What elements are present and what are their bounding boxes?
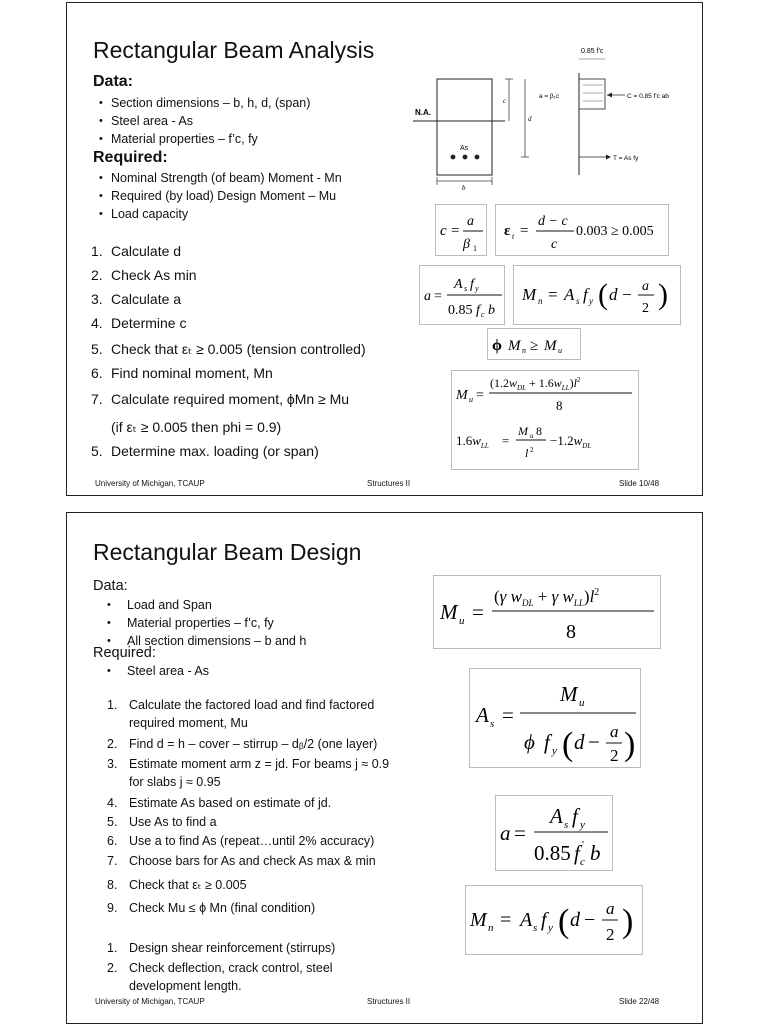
step-item: for slabs j ≈ 0.95: [129, 775, 221, 789]
svg-text:): ): [658, 278, 668, 311]
list-item: • Load and Span: [93, 596, 423, 614]
svg-text:d − c: d − c: [538, 214, 568, 229]
b-label: b: [462, 184, 466, 191]
svg-text:−1.2wDL: $-1.2w_{DL}$: [550, 433, 592, 450]
svg-text:A: A: [476, 703, 489, 727]
footer-course: Structures II: [367, 479, 411, 488]
formula-a: [419, 265, 505, 325]
slide-title: Rectangular Beam Design: [93, 539, 362, 565]
svg-text:f: f: [476, 303, 480, 318]
svg-text:y: y: [589, 296, 593, 306]
svg-text:t: t: [512, 232, 515, 241]
svg-text:(: (: [562, 726, 574, 763]
svg-text:c: c: [580, 856, 585, 868]
svg-text:1: 1: [473, 244, 477, 253]
svg-text:y: y: [475, 284, 479, 293]
list-item: • Steel area - As: [93, 662, 423, 680]
formula-mu-loading: [451, 370, 639, 470]
step-item: 2. Check deflection, crack control, steel: [107, 961, 333, 975]
step-item: 3. Estimate moment arm z = jd. For beams j ≈ 0.9: [107, 757, 390, 771]
step-item: 8. Check that εₜ ≥ 0.005: [107, 878, 247, 892]
svg-text:=: =: [472, 600, 484, 624]
svg-text:u: u: [459, 615, 465, 627]
step-item: 6. Use a to find As (repeat…until 2% accuracy): [107, 834, 375, 848]
list-item: • All section dimensions – b and h: [93, 632, 423, 650]
step-item: required moment, Mu: [129, 716, 248, 730]
required-list: [93, 662, 423, 680]
svg-text:u: u: [558, 346, 562, 355]
svg-text:−: −: [584, 909, 596, 931]
formula-mu-design: [433, 575, 661, 649]
svg-text:(γ wDL + γ wLL)l2: (γ $w_{DL} + \gamma$ $w_{LL})l^2$: [494, 587, 600, 608]
svg-text:=: =: [514, 821, 526, 845]
svg-text:M: M: [544, 338, 557, 354]
step-item: development length.: [129, 979, 242, 993]
step-item: 1. Calculate the factored load and find factored: [107, 698, 375, 712]
svg-text:ϕ: ϕ: [524, 730, 535, 754]
svg-text:a: a: [500, 821, 511, 845]
required-list: [93, 169, 423, 223]
step-item: 4. Determine c: [91, 315, 187, 331]
svg-text:l: l: [525, 446, 529, 460]
svg-text:A: A: [454, 277, 463, 292]
formula-c: [435, 204, 487, 256]
svg-text:=: =: [520, 223, 529, 239]
data-list: [93, 94, 423, 148]
svg-text:M: M: [440, 600, 458, 624]
step-item: 3. Calculate a: [91, 291, 182, 307]
fc-label: 0.85 f'c: [581, 48, 604, 55]
svg-text:n: n: [538, 296, 543, 306]
svg-text:a: a: [467, 214, 474, 229]
footer-university: University of Michigan, TCAUP: [95, 997, 205, 1006]
data-list: [93, 596, 423, 650]
c-label: c: [503, 97, 507, 105]
svg-text:s: s: [464, 284, 468, 293]
svg-text:d: d: [609, 285, 618, 304]
svg-text:u: u: [579, 697, 585, 709]
svg-text:(1.2wDL + 1.6wLL)l2: $(1.2w_{DL} + 1.6w_{LL})l^2$: [490, 376, 581, 392]
svg-text:−: −: [588, 730, 600, 754]
svg-text:M: M: [470, 909, 487, 931]
required-heading: Required:: [93, 645, 156, 661]
svg-text:f: f: [572, 804, 578, 828]
required-heading: Required:: [93, 149, 168, 166]
svg-text:=: =: [502, 433, 510, 448]
step-item: 9. Check Mu ≤ ϕ Mn (final condition): [107, 901, 316, 915]
step-item: 5. Check that εₜ ≥ 0.005 (tension controlled): [91, 341, 366, 357]
d-label: d: [528, 115, 532, 123]
svg-text:d: d: [570, 909, 580, 931]
svg-text:f: f: [544, 730, 550, 754]
svg-text:A: A: [520, 909, 533, 931]
svg-text:s: s: [490, 718, 495, 730]
svg-text:): ): [622, 903, 634, 940]
svg-text:0.003 ≥ 0.005: 0.003 ≥ 0.005: [576, 224, 654, 239]
svg-text:f: f: [541, 909, 547, 931]
svg-text:=: =: [502, 703, 514, 727]
svg-text:y: y: [548, 922, 553, 934]
svg-text:f: f: [470, 277, 474, 292]
step-item: 2. Check As min: [91, 267, 197, 283]
footer-slide-number: Slide 10/48: [619, 479, 660, 488]
svg-text:ε: ε: [504, 223, 511, 239]
as-label: As: [460, 145, 469, 152]
svg-text:n: n: [522, 346, 526, 355]
data-heading: Data:: [93, 73, 134, 90]
compression-label: C = 0.85 f'c ab: [627, 93, 669, 100]
svg-text:=: =: [476, 388, 484, 403]
step-item: 7. Choose bars for As and check As max & min: [107, 854, 376, 868]
svg-text:8: 8: [536, 424, 542, 438]
svg-text:s: s: [576, 296, 580, 306]
svg-text:1.6wLL: $1.6w_{LL}$: [456, 433, 489, 450]
svg-text:β: β: [463, 237, 470, 252]
footer-course: Structures II: [367, 997, 411, 1006]
svg-text:s: s: [564, 819, 569, 831]
svg-text:y: y: [552, 745, 557, 757]
svg-text:0.85: 0.85: [534, 841, 571, 865]
svg-text:M: M: [508, 338, 521, 354]
svg-text:8: 8: [566, 621, 576, 643]
svg-text:=: =: [451, 223, 460, 239]
svg-text:2: 2: [530, 446, 534, 454]
list-item: • Nominal Strength (of beam) Moment - Mn: [93, 169, 423, 187]
svg-text:a: a: [424, 289, 431, 304]
footer-slide-number: Slide 22/48: [619, 997, 660, 1006]
step-item: 1. Calculate d: [91, 243, 182, 259]
svg-text:2: 2: [642, 301, 649, 316]
svg-text:−: −: [622, 285, 632, 304]
svg-text:): ): [624, 726, 636, 763]
beam-section-diagram: [413, 39, 703, 191]
list-item: • Steel area - As: [93, 112, 423, 130]
data-heading: Data:: [93, 578, 128, 594]
svg-text:f: f: [574, 841, 580, 865]
step-item: 4. Estimate As based on estimate of jd.: [107, 796, 332, 810]
step-item: 6. Find nominal moment, Mn: [91, 365, 273, 381]
formula-a-design: [495, 795, 613, 871]
step-item: 5. Determine max. loading (or span): [91, 443, 319, 459]
svg-text:c: c: [440, 223, 447, 239]
svg-text:=: =: [434, 289, 442, 304]
slide-analysis: [66, 2, 703, 496]
tension-label: T = As fy: [613, 155, 639, 162]
svg-text:b: b: [590, 841, 601, 865]
svg-text:8: 8: [556, 398, 563, 413]
formula-as: [469, 668, 641, 768]
step-item: 5. Use As to find a: [107, 815, 217, 829]
svg-text:(: (: [598, 278, 608, 311]
step-item: (if εₜ ≥ 0.005 then phi = 0.9): [111, 419, 282, 435]
svg-text:A: A: [564, 285, 575, 304]
formula-mn-design: [465, 885, 643, 955]
svg-text:a: a: [610, 722, 619, 741]
svg-text:A: A: [550, 804, 563, 828]
svg-text:c: c: [481, 310, 485, 319]
formula-phi: [487, 328, 581, 360]
svg-text:a: a: [606, 899, 615, 918]
svg-text:0.85: 0.85: [448, 303, 473, 318]
svg-text:u: u: [530, 432, 534, 440]
na-label: N.A.: [415, 108, 431, 117]
svg-text:f: f: [583, 285, 588, 304]
formula-mn: [513, 265, 681, 325]
svg-text:c: c: [551, 237, 558, 252]
svg-text:2: 2: [610, 746, 619, 765]
svg-text:=: =: [500, 909, 512, 931]
svg-text:ϕ: ϕ: [492, 337, 502, 354]
step-item: 1. Design shear reinforcement (stirrups): [107, 941, 336, 955]
svg-text:M: M: [518, 424, 528, 438]
step-item: 7. Calculate required moment, ϕMn ≥ Mu: [91, 391, 350, 407]
list-item: • Load capacity: [93, 205, 423, 223]
svg-text:b: b: [488, 303, 495, 318]
svg-text:y: y: [580, 819, 585, 831]
svg-text:M: M: [456, 388, 468, 403]
svg-text:s: s: [533, 922, 538, 934]
svg-text:M: M: [522, 285, 537, 304]
svg-text:M: M: [560, 682, 578, 706]
footer-university: University of Michigan, TCAUP: [95, 479, 205, 488]
formula-epsilon: [495, 204, 669, 256]
svg-text:u: u: [469, 395, 473, 404]
svg-text:': ': [582, 839, 584, 851]
slide-title: Rectangular Beam Analysis: [93, 37, 375, 63]
svg-text:≥: ≥: [530, 338, 539, 354]
slide-design: [66, 512, 703, 1024]
svg-text:n: n: [488, 922, 494, 934]
svg-text:2: 2: [606, 925, 615, 944]
list-item: • Material properties – f’c, fy: [93, 130, 423, 148]
svg-text:d: d: [574, 730, 585, 754]
svg-text:a: a: [642, 279, 649, 294]
list-item: • Section dimensions – b, h, d, (span): [93, 94, 423, 112]
svg-text:(: (: [558, 903, 570, 940]
svg-text:=: =: [548, 285, 558, 304]
step-item: 2. Find d = h – cover – stirrup – dᵦ/2 (one layer): [107, 737, 378, 751]
a-label: a = β₁c: [539, 93, 560, 100]
list-item: • Required (by load) Design Moment – Mu: [93, 187, 423, 205]
list-item: • Material properties – f’c, fy: [93, 614, 423, 632]
